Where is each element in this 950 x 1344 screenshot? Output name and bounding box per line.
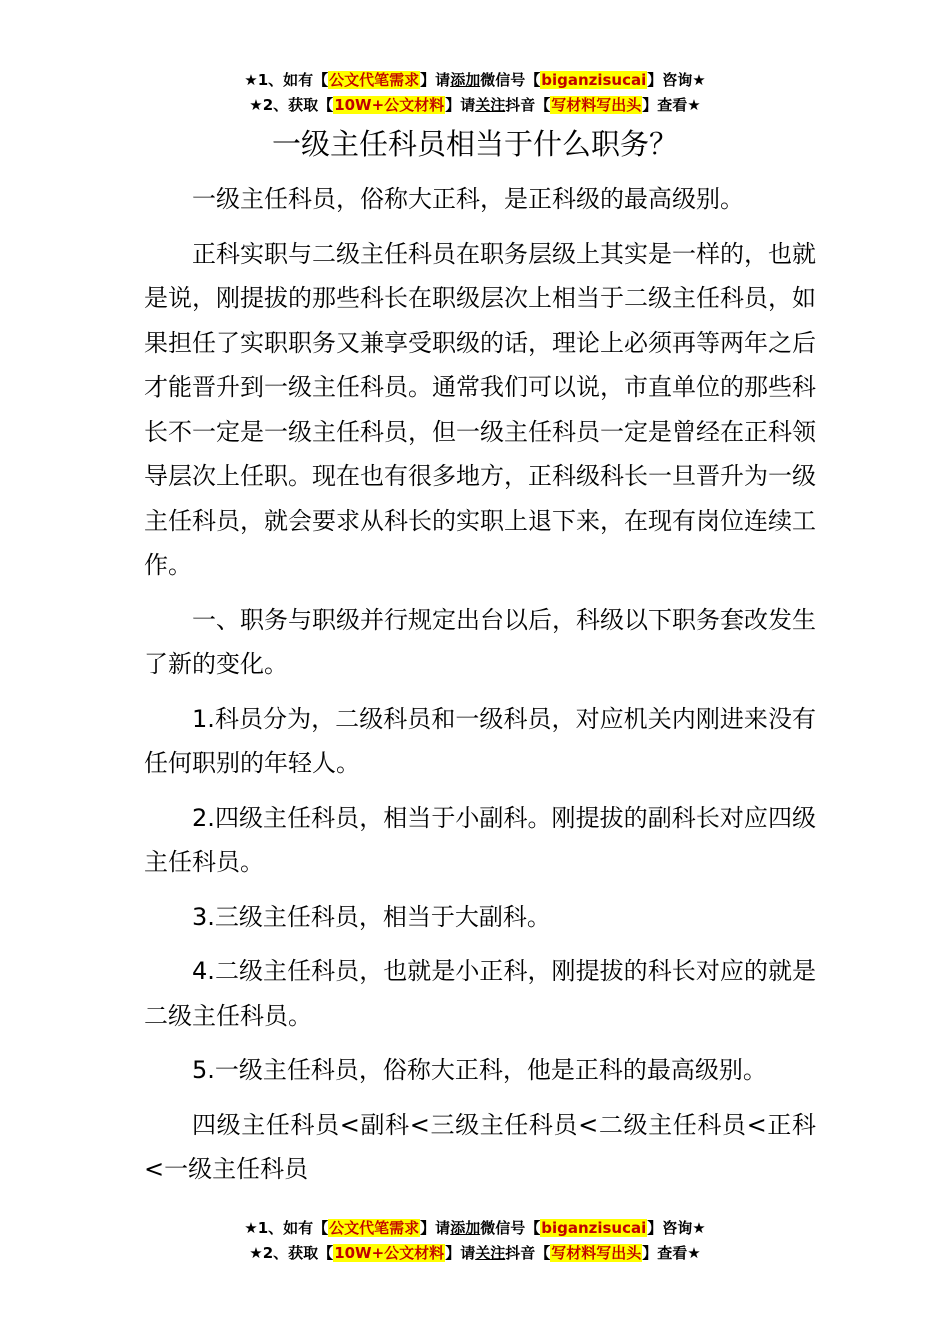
promo-highlight: 公文代笔需求 bbox=[329, 1219, 420, 1237]
header-promo-banner bbox=[0, 68, 950, 118]
paragraph: 3.三级主任科员，相当于大副科。 bbox=[192, 902, 551, 931]
footer-promo-banner bbox=[0, 1216, 950, 1266]
promo-line-2: ★2、获取【10W+公文材料】请关注抖音【写材料写出头】查看★ bbox=[249, 1244, 701, 1262]
promo-line-1: ★1、如有【公文代笔需求】请添加微信号【biganzisucai】咨询★ bbox=[244, 71, 706, 89]
promo-highlight: 公文代笔需求 bbox=[329, 71, 420, 89]
promo-line-2: ★2、获取【10W+公文材料】请关注抖音【写材料写出头】查看★ bbox=[249, 96, 701, 114]
promo-highlight: 写材料写出头 bbox=[551, 96, 642, 114]
document-title: 一级主任科员相当于什么职务？ bbox=[271, 127, 678, 161]
paragraph: 4.二级主任科员，也就是小正科，刚提拔的科长对应的就是二级主任科员。 bbox=[144, 957, 816, 1030]
promo-line-1: ★1、如有【公文代笔需求】请添加微信号【biganzisucai】咨询★ bbox=[244, 1219, 706, 1237]
promo-highlight: 写材料写出头 bbox=[551, 1244, 642, 1262]
document-body bbox=[144, 177, 816, 1202]
paragraph: 2.四级主任科员，相当于小副科。刚提拔的副科长对应四级主任科员。 bbox=[144, 803, 816, 876]
paragraph: 四级主任科员<副科<三级主任科员<二级主任科员<正科<一级主任科员 bbox=[144, 1110, 816, 1183]
promo-highlight: 10W+公文材料 bbox=[334, 1244, 445, 1262]
paragraph: 正科实职与二级主任科员在职务层级上其实是一样的，也就是说，刚提拔的那些科长在职级层次上相当于二级主任科员，如果担任了实职职务又兼享受职级的话，理论上必须再等两年之后才能晋升到一级主任科员。通常我们可以说，市直单位的那些科长不一定是一级主任科员，但一级主任科员一定是曾经在正科领导层次上任职。现在也有很多地方，正科级科长一旦晋升为一级主任科员，就会要求从科长的实职上退下来，在现有岗位连续工作。 bbox=[144, 239, 816, 579]
paragraph: 1.科员分为，二级科员和一级科员，对应机关内刚进来没有任何职别的年轻人。 bbox=[144, 704, 816, 777]
promo-highlight: biganzisucai bbox=[541, 71, 647, 89]
paragraph: 一级主任科员，俗称大正科，是正科级的最高级别。 bbox=[192, 185, 744, 213]
promo-highlight: 10W+公文材料 bbox=[334, 96, 445, 114]
paragraph: 5.一级主任科员，俗称大正科，他是正科的最高级别。 bbox=[192, 1056, 767, 1084]
paragraph: 一、职务与职级并行规定出台以后，科级以下职务套改发生了新的变化。 bbox=[144, 605, 816, 678]
promo-highlight: biganzisucai bbox=[541, 1219, 647, 1237]
